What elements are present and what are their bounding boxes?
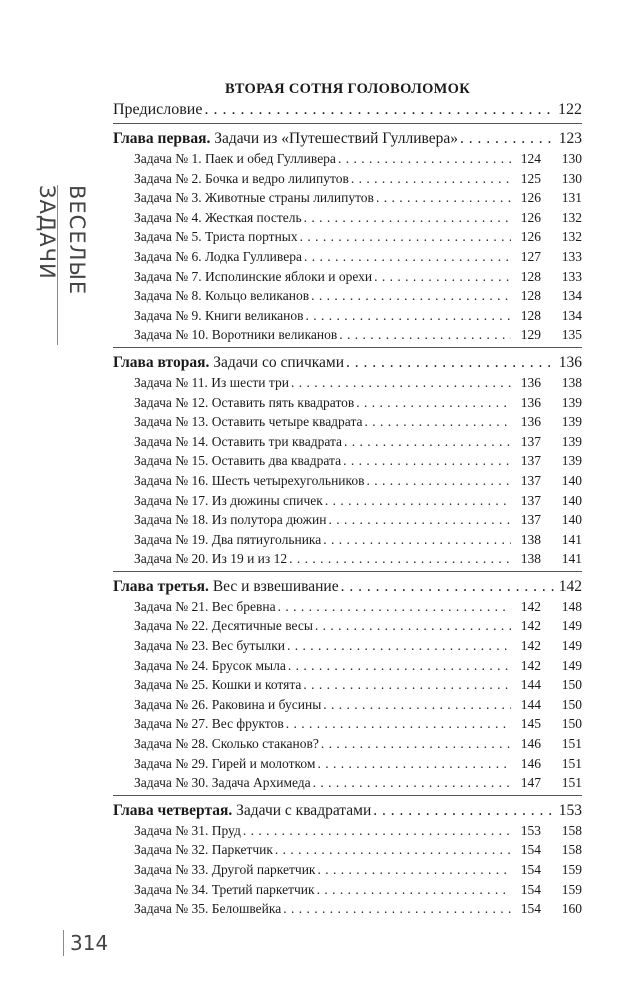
task-answer-page: 158	[561, 842, 582, 858]
task-page: 137	[520, 512, 541, 528]
task-title: Задача № 29. Гирей и молотком	[134, 755, 316, 771]
task-title: Задача № 13. Оставить четыре квадрата	[134, 414, 363, 430]
chapter-title	[113, 128, 458, 149]
chapter-title	[113, 800, 371, 821]
toc-task[interactable]	[113, 325, 582, 345]
task-title: Задача № 24. Брусок мыла	[134, 657, 286, 673]
task-page: 124	[520, 151, 541, 166]
task-page: 128	[520, 307, 541, 323]
chapter-title	[113, 352, 344, 373]
chapter-number: Глава четвертая.	[113, 801, 233, 819]
task-answer-page: 139	[561, 433, 582, 449]
chapter-name: Задачи со спичками	[209, 353, 345, 371]
task-title: Задача № 14. Оставить три квадрата	[134, 433, 343, 449]
task-page: 136	[520, 394, 541, 410]
toc-task[interactable]	[113, 169, 582, 189]
dot-leader	[306, 306, 511, 326]
dot-leader	[365, 412, 512, 432]
task-title: Задача № 30. Задача Архимеда	[134, 775, 311, 791]
toc-task[interactable]	[113, 899, 582, 919]
toc-task[interactable]	[113, 695, 582, 715]
toc-task[interactable]	[113, 714, 582, 734]
toc-preface[interactable]	[113, 99, 582, 121]
task-answer-page: 140	[561, 512, 582, 528]
toc-task[interactable]	[113, 286, 582, 306]
toc-task[interactable]	[113, 267, 582, 287]
chapter-page: 153	[558, 801, 582, 819]
toc-task[interactable]	[113, 412, 582, 432]
task-answer-page: 133	[561, 248, 582, 264]
task-title: Задача № 5. Триста портных	[134, 229, 298, 245]
task-answer-page: 134	[561, 307, 582, 323]
task-answer-page: 141	[561, 551, 582, 567]
task-answer-page: 132	[561, 209, 582, 225]
toc-task[interactable]	[113, 549, 582, 569]
task-answer-page: 130	[561, 151, 582, 166]
task-answer-page: 159	[561, 881, 582, 897]
task-answer-page: 134	[561, 288, 582, 304]
toc-task[interactable]	[113, 880, 582, 900]
task-page: 128	[520, 288, 541, 304]
dot-leader	[283, 899, 511, 919]
toc-task[interactable]	[113, 149, 582, 169]
task-title: Задача № 12. Оставить пять квадратов	[134, 394, 355, 410]
task-answer-page: 135	[561, 327, 582, 343]
toc-heading: ВТОРАЯ СОТНЯ ГОЛОВОЛОМОК	[224, 81, 471, 97]
task-page: 137	[520, 492, 541, 508]
dot-leader	[346, 352, 557, 373]
task-page: 138	[520, 531, 541, 547]
task-answer-page: 150	[561, 677, 582, 693]
toc-task[interactable]	[113, 188, 582, 208]
dot-leader	[341, 576, 557, 597]
dot-leader	[343, 451, 511, 471]
dot-leader	[317, 880, 511, 900]
dot-leader	[288, 656, 511, 676]
dot-leader	[317, 860, 511, 880]
dot-leader	[339, 325, 511, 345]
task-title: Задача № 35. Белошвейка	[134, 901, 282, 917]
dot-leader	[278, 597, 511, 617]
task-answer-page: 159	[561, 862, 582, 877]
toc-task[interactable]	[113, 636, 582, 656]
dot-leader	[356, 393, 511, 413]
task-answer-page: 130	[561, 170, 582, 186]
task-title: Задача № 11. Из шести три	[134, 374, 289, 390]
task-answer-page: 150	[561, 716, 582, 732]
chapter-divider	[113, 347, 582, 348]
toc-task[interactable]	[113, 530, 582, 550]
toc-task[interactable]	[113, 373, 582, 393]
task-page: 125	[520, 170, 541, 186]
task-title: Задача № 17. Из дюжины спичек	[134, 492, 323, 508]
page-number: 314	[63, 930, 108, 956]
task-title: Задача № 32. Паркетчик	[134, 842, 273, 858]
task-page: 154	[520, 881, 541, 897]
task-title: Задача № 1. Паек и обед Гулливера	[134, 151, 336, 166]
chapter-number: Глава первая.	[113, 130, 211, 147]
task-answer-page: 139	[561, 394, 582, 410]
task-answer-page: 158	[561, 822, 582, 838]
dot-leader	[311, 286, 511, 306]
task-title: Задача № 34. Третий паркетчик	[134, 881, 315, 897]
task-title: Задача № 2. Бочка и ведро лилипутов	[134, 170, 349, 186]
dot-leader	[286, 714, 511, 734]
task-answer-page: 150	[561, 696, 582, 712]
task-page: 142	[520, 618, 541, 634]
task-title: Задача № 28. Сколько стаканов?	[134, 736, 319, 752]
task-page: 142	[520, 657, 541, 673]
task-page: 142	[520, 598, 541, 614]
task-page: 147	[520, 775, 541, 791]
table-of-contents	[113, 79, 582, 919]
chapter-number: Глава третья.	[113, 577, 209, 595]
task-title: Задача № 26. Раковина и бусины	[134, 696, 322, 712]
task-page: 153	[520, 822, 541, 838]
toc-task[interactable]	[113, 734, 582, 754]
dot-leader	[321, 734, 511, 754]
task-page: 127	[520, 248, 541, 264]
dot-leader	[344, 432, 511, 452]
toc-task[interactable]	[113, 860, 582, 880]
task-answer-page: 131	[561, 190, 582, 206]
task-answer-page: 151	[561, 775, 582, 791]
task-answer-page: 139	[561, 453, 582, 469]
task-title: Задача № 7. Исполинские яблоки и орехи	[134, 268, 373, 284]
task-title: Задача № 10. Воротники великанов	[134, 327, 338, 343]
toc-task[interactable]	[113, 491, 582, 511]
dot-leader	[243, 821, 511, 841]
task-title: Задача № 3. Животные страны лилипутов	[134, 190, 374, 206]
toc-chapters	[113, 123, 582, 919]
dot-leader	[315, 616, 511, 636]
task-answer-page: 149	[561, 638, 582, 654]
task-page: 136	[520, 414, 541, 430]
dot-leader	[275, 840, 511, 860]
task-answer-page: 133	[561, 268, 582, 284]
task-title: Задача № 16. Шесть четырехугольников	[134, 472, 365, 488]
task-title: Задача № 33. Другой паркетчик	[134, 862, 316, 877]
chapter-title	[113, 576, 339, 597]
chapter-divider	[113, 571, 582, 572]
task-page: 137	[520, 433, 541, 449]
task-answer-page: 148	[561, 598, 582, 614]
dot-leader	[351, 169, 511, 189]
task-title: Задача № 21. Вес бревна	[134, 598, 276, 614]
toc-task[interactable]	[113, 656, 582, 676]
toc-task[interactable]	[113, 597, 582, 617]
dot-leader	[376, 188, 511, 208]
chapter-name: Задачи из «Путешествий Гулливера»	[210, 130, 458, 147]
task-page: 144	[520, 696, 541, 712]
dot-leader	[373, 800, 556, 821]
task-answer-page: 149	[561, 657, 582, 673]
toc-chapter[interactable]	[113, 800, 582, 821]
toc-task[interactable]	[113, 754, 582, 774]
toc-task[interactable]	[113, 451, 582, 471]
task-page: 128	[520, 268, 541, 284]
task-title: Задача № 19. Два пятиугольника	[134, 531, 322, 547]
task-answer-page: 132	[561, 229, 582, 245]
toc-preface-page: 122	[558, 101, 582, 118]
task-page: 136	[520, 374, 541, 390]
task-answer-page: 138	[561, 374, 582, 390]
dot-leader	[304, 208, 511, 228]
dot-leader	[289, 549, 511, 569]
task-page: 146	[520, 755, 541, 771]
dot-leader	[323, 695, 511, 715]
dot-leader	[303, 675, 511, 695]
dot-leader	[291, 373, 511, 393]
toc-task[interactable]	[113, 616, 582, 636]
dot-leader	[304, 247, 511, 267]
task-answer-page: 139	[561, 414, 582, 430]
toc-task[interactable]	[113, 840, 582, 860]
dot-leader	[317, 754, 511, 774]
task-title: Задача № 6. Лодка Гулливера	[134, 248, 302, 264]
task-answer-page: 140	[561, 492, 582, 508]
chapter-number: Глава вторая.	[113, 353, 210, 371]
task-page: 126	[520, 229, 541, 245]
dot-leader	[328, 510, 511, 530]
toc-task[interactable]	[113, 393, 582, 413]
task-answer-page: 151	[561, 755, 582, 771]
book-title-vertical: ВЕСЕЛЫЕ ЗАДАЧИ	[57, 185, 92, 345]
task-title: Задача № 18. Из полутора дюжин	[134, 512, 327, 528]
toc-task[interactable]	[113, 227, 582, 247]
chapter-name: Вес и взвешивание	[208, 577, 339, 595]
chapter-divider	[113, 795, 582, 796]
toc-task[interactable]	[113, 510, 582, 530]
task-answer-page: 151	[561, 736, 582, 752]
task-title: Задача № 15. Оставить два квадрата	[134, 453, 342, 469]
chapter-name: Задачи с квадратами	[232, 801, 372, 819]
toc-chapter[interactable]	[113, 128, 582, 149]
toc-task[interactable]	[113, 773, 582, 793]
toc-task[interactable]	[113, 821, 582, 841]
task-answer-page: 149	[561, 618, 582, 634]
task-page: 126	[520, 190, 541, 206]
task-page: 142	[520, 638, 541, 654]
task-page: 146	[520, 736, 541, 752]
task-title: Задача № 22. Десятичные весы	[134, 618, 313, 634]
dot-leader	[204, 99, 556, 121]
dot-leader	[460, 128, 557, 149]
dot-leader	[374, 267, 511, 287]
toc-preface-label: Предисловие	[113, 101, 203, 118]
dot-leader	[313, 773, 511, 793]
toc-task[interactable]	[113, 432, 582, 452]
task-title: Задача № 8. Кольцо великанов	[134, 288, 310, 304]
task-answer-page: 160	[561, 901, 582, 917]
dot-leader	[338, 149, 511, 169]
chapter-page: 142	[558, 577, 582, 595]
chapter-page: 136	[558, 353, 582, 371]
toc-task[interactable]	[113, 306, 582, 326]
task-title: Задача № 27. Вес фруктов	[134, 716, 284, 732]
chapter-page: 123	[558, 130, 582, 147]
toc-task[interactable]	[113, 471, 582, 491]
task-title: Задача № 23. Вес бутылки	[134, 638, 286, 654]
task-title: Задача № 9. Книги великанов	[134, 307, 304, 323]
task-page: 126	[520, 209, 541, 225]
task-answer-page: 140	[561, 472, 582, 488]
task-page: 144	[520, 677, 541, 693]
toc-task[interactable]	[113, 247, 582, 267]
task-title: Задача № 4. Жесткая постель	[134, 209, 302, 225]
dot-leader	[287, 636, 511, 656]
toc-chapter[interactable]	[113, 352, 582, 373]
dot-leader	[300, 227, 511, 247]
chapter-divider	[113, 123, 582, 124]
task-page: 138	[520, 551, 541, 567]
task-page: 129	[520, 327, 541, 343]
task-answer-page: 141	[561, 531, 582, 547]
task-page: 145	[520, 716, 541, 732]
task-title: Задача № 31. Пруд	[134, 822, 241, 838]
dot-leader	[325, 491, 511, 511]
toc-task[interactable]	[113, 675, 582, 695]
task-page: 137	[520, 472, 541, 488]
task-title: Задача № 20. Из 19 и из 12	[134, 551, 288, 567]
task-title: Задача № 25. Кошки и котята	[134, 677, 302, 693]
dot-leader	[323, 530, 511, 550]
toc-task[interactable]	[113, 208, 582, 228]
task-page: 154	[520, 842, 541, 858]
task-page: 137	[520, 453, 541, 469]
task-page: 154	[520, 862, 541, 877]
dot-leader	[367, 471, 511, 491]
task-page: 154	[520, 901, 541, 917]
toc-chapter[interactable]	[113, 576, 582, 597]
